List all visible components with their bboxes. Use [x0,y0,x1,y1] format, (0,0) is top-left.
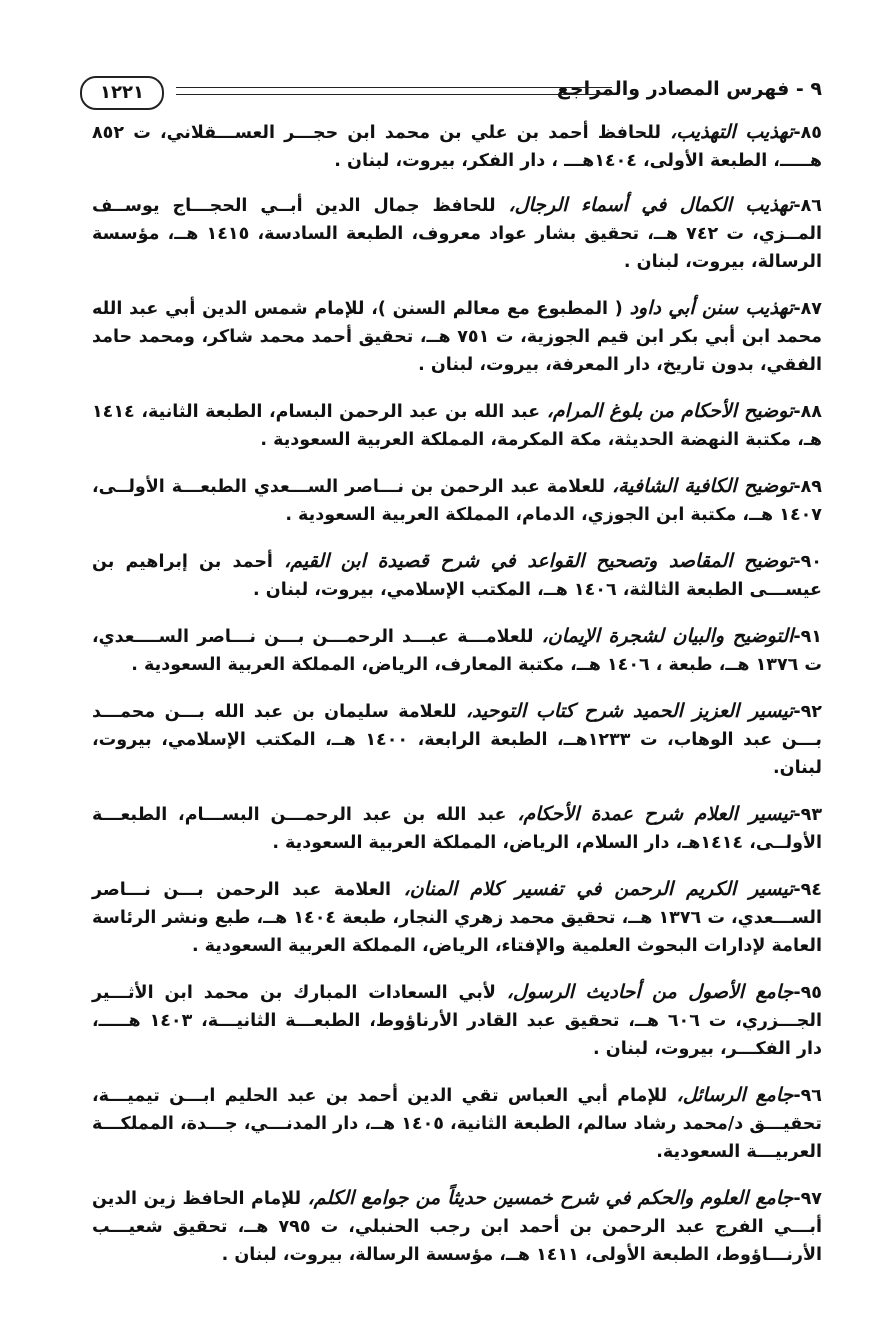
entry-title: تهذيب الكمال في أسماء الرجال، [508,194,794,216]
reference-entry [92,875,822,960]
reference-entry [92,697,822,782]
reference-entry [92,978,822,1063]
entry-title: توضيح المقاصد وتصحيح القواعد في شرح قصيدة ابن القيم، [284,550,794,572]
entry-title: تيسير العلام شرح عمدة الأحكام، [517,803,794,825]
section-title: ٩ - فهرس المصادر والمراجع [556,78,822,100]
entry-body: للإمام الحافظ زين الدين أبـــي الفرج عبد الرحمن بن أحمد ابن رجب الحنبلي، ت ٧٩٥ هــ، تحقيق شعيـــب الأرنـــاؤوط، الطبعة الأولى، ١٤١١ هــ، مؤسسة الرسالة، بيروت، لبنان . [92,1189,822,1265]
entry-title: جامع العلوم والحكم في شرح خمسين حديثاً من جوامع الكلم، [307,1187,794,1209]
reference-entry [92,622,822,679]
entry-title: تيسير العزيز الحميد شرح كتاب التوحيد، [465,700,794,722]
entry-number: ٩١- [793,627,822,647]
entry-number: ٩٥- [793,983,822,1003]
entry-body: أحمد بن إبراهيم بن عيســـى الطبعة الثالثة، ١٤٠٦ هــ، المكتب الإسلامي، بيروت، لبنان . [92,552,822,600]
entry-number: ٩٤- [793,880,822,900]
header-rule [176,87,612,95]
entry-body: للعلامة سليمان بن عبد الله بـــن محمـــد بـــن عبد الوهاب، ت ١٢٣٣هــ، الطبعة الرابعة، ١٤٠٠ هــ، المكتب الإسلامي، بيروت، لبنان. [92,702,823,778]
entry-title: توضيح الكافية الشافية، [611,475,794,497]
entry-title: توضيح الأحكام من بلوغ المرام، [546,400,794,422]
entry-number: ٨٨- [793,402,822,422]
entry-number: ٩٢- [793,702,822,722]
entry-number: ٨٥- [793,123,822,143]
entry-title: تهذيب سنن أبي داود [629,297,794,319]
entry-title: التوضيح والبيان لشجرة الإيمان، [541,625,794,647]
entry-title: جامع الأصول من أحاديث الرسول، [506,981,794,1003]
entry-body: للعلامـــة عبـــد الرحمـــن بـــن نـــاصر الســــعدي، ت ١٣٧٦ هــ، طبعة ، ١٤٠٦ هــ، مكتبة المعارف، الرياض، المملكة العربية السعودية . [92,627,822,675]
reference-entry [92,118,822,175]
entry-number: ٩٦- [793,1086,822,1106]
entry-number: ٩٧- [793,1189,822,1209]
entry-number: ٨٦- [793,196,822,216]
entry-body: للحافظ أحمد بن علي بن محمد ابن حجـــر العســـقلاني، ت ٨٥٢ هـــــ، الطبعة الأولى، ١٤٠٤هـــ ، دار الفكر، بيروت، لبنان . [92,123,822,171]
reference-entry [92,191,822,276]
reference-entry [92,800,822,857]
entry-title: تيسير الكريم الرحمن في تفسير كلام المنان، [403,878,794,900]
reference-entry [92,294,822,379]
entry-body: لأبي السعادات المبارك بن محمد ابن الأثـــير الجـــزري، ت ٦٠٦ هــ، تحقيق عبد القادر الأرناؤوط، الطبعـــة الثانيـــة، ١٤٠٣ هـــــ، دار الفكـــر، بيروت، لبنان . [92,983,822,1059]
reference-entry [92,397,822,454]
entry-body: للحافظ جمال الدين أبــي الحجـــاج يوســف المــزي، ت ٧٤٢ هــ، تحقيق بشار عواد معروف، الطبعة السادسة، ١٤١٥ هــ، مؤسسة الرسالة، بيروت، لبنان . [92,196,822,272]
entry-body: عبد الله بن عبد الرحمن البسام، الطبعة الثانية، ١٤١٤ هـ، مكتبة النهضة الحديثة، مكة المكرمة، المملكة العربية السعودية . [92,402,822,450]
entry-number: ٩٠- [793,552,822,572]
references-list [92,118,822,1269]
entry-number: ٨٩- [793,477,822,497]
entry-body: عبد الله بن عبد الرحمـــن البســـام، الطبعـــة الأولــى، ١٤١٤هـ، دار السلام، الرياض، المملكة العربية السعودية . [92,805,822,853]
entry-body: للعلامة عبد الرحمن بن نـــاصر الســـعدي الطبعـــة الأولــى، ١٤٠٧ هــ، مكتبة ابن الجوزي، الدمام، المملكة العربية السعودية . [92,477,822,525]
entry-body: العلامة عبد الرحمن بـــن نـــاصر الســـعدي، ت ١٣٧٦ هــ، تحقيق محمد زهري النجار، طبعة ١٤٠٤ هــ، طبع ونشر الرئاسة العامة لإدارات البحوث العلمية والإفتاء، الرياض، المملكة العربية السعودية . [92,880,823,956]
reference-entry [92,1081,822,1166]
entry-title: جامع الرسائل، [676,1084,794,1106]
entry-number: ٨٧- [793,299,822,319]
entry-body: للإمام أبي العباس تقي الدين أحمد بن عبد الحليم ابـــن تيميـــة، تحقيـــق د/محمد رشاد سالم، الطبعة الثانية، ١٤٠٥ هــ، دار المدنـــي، جـــدة، المملكـــة العربيـــة السعودية. [92,1086,822,1162]
page-header [80,78,822,114]
reference-entry [92,1184,822,1269]
entry-body: ( المطبوع مع معالم السنن )، للإمام شمس الدين أبي عبد الله محمد ابن أبي بكر ابن قيم الجوزية، ت ٧٥١ هــ، تحقيق أحمد محمد شاكر، ومحمد حامد الفقي، بدون تاريخ، دار المعرفة، بيروت، لبنان . [92,299,822,375]
reference-entry [92,472,822,529]
entry-number: ٩٣- [793,805,823,825]
entry-title: تهذيب التهذيب، [670,121,794,143]
page-number: ١٢٢١ [80,76,164,110]
reference-entry [92,547,822,604]
